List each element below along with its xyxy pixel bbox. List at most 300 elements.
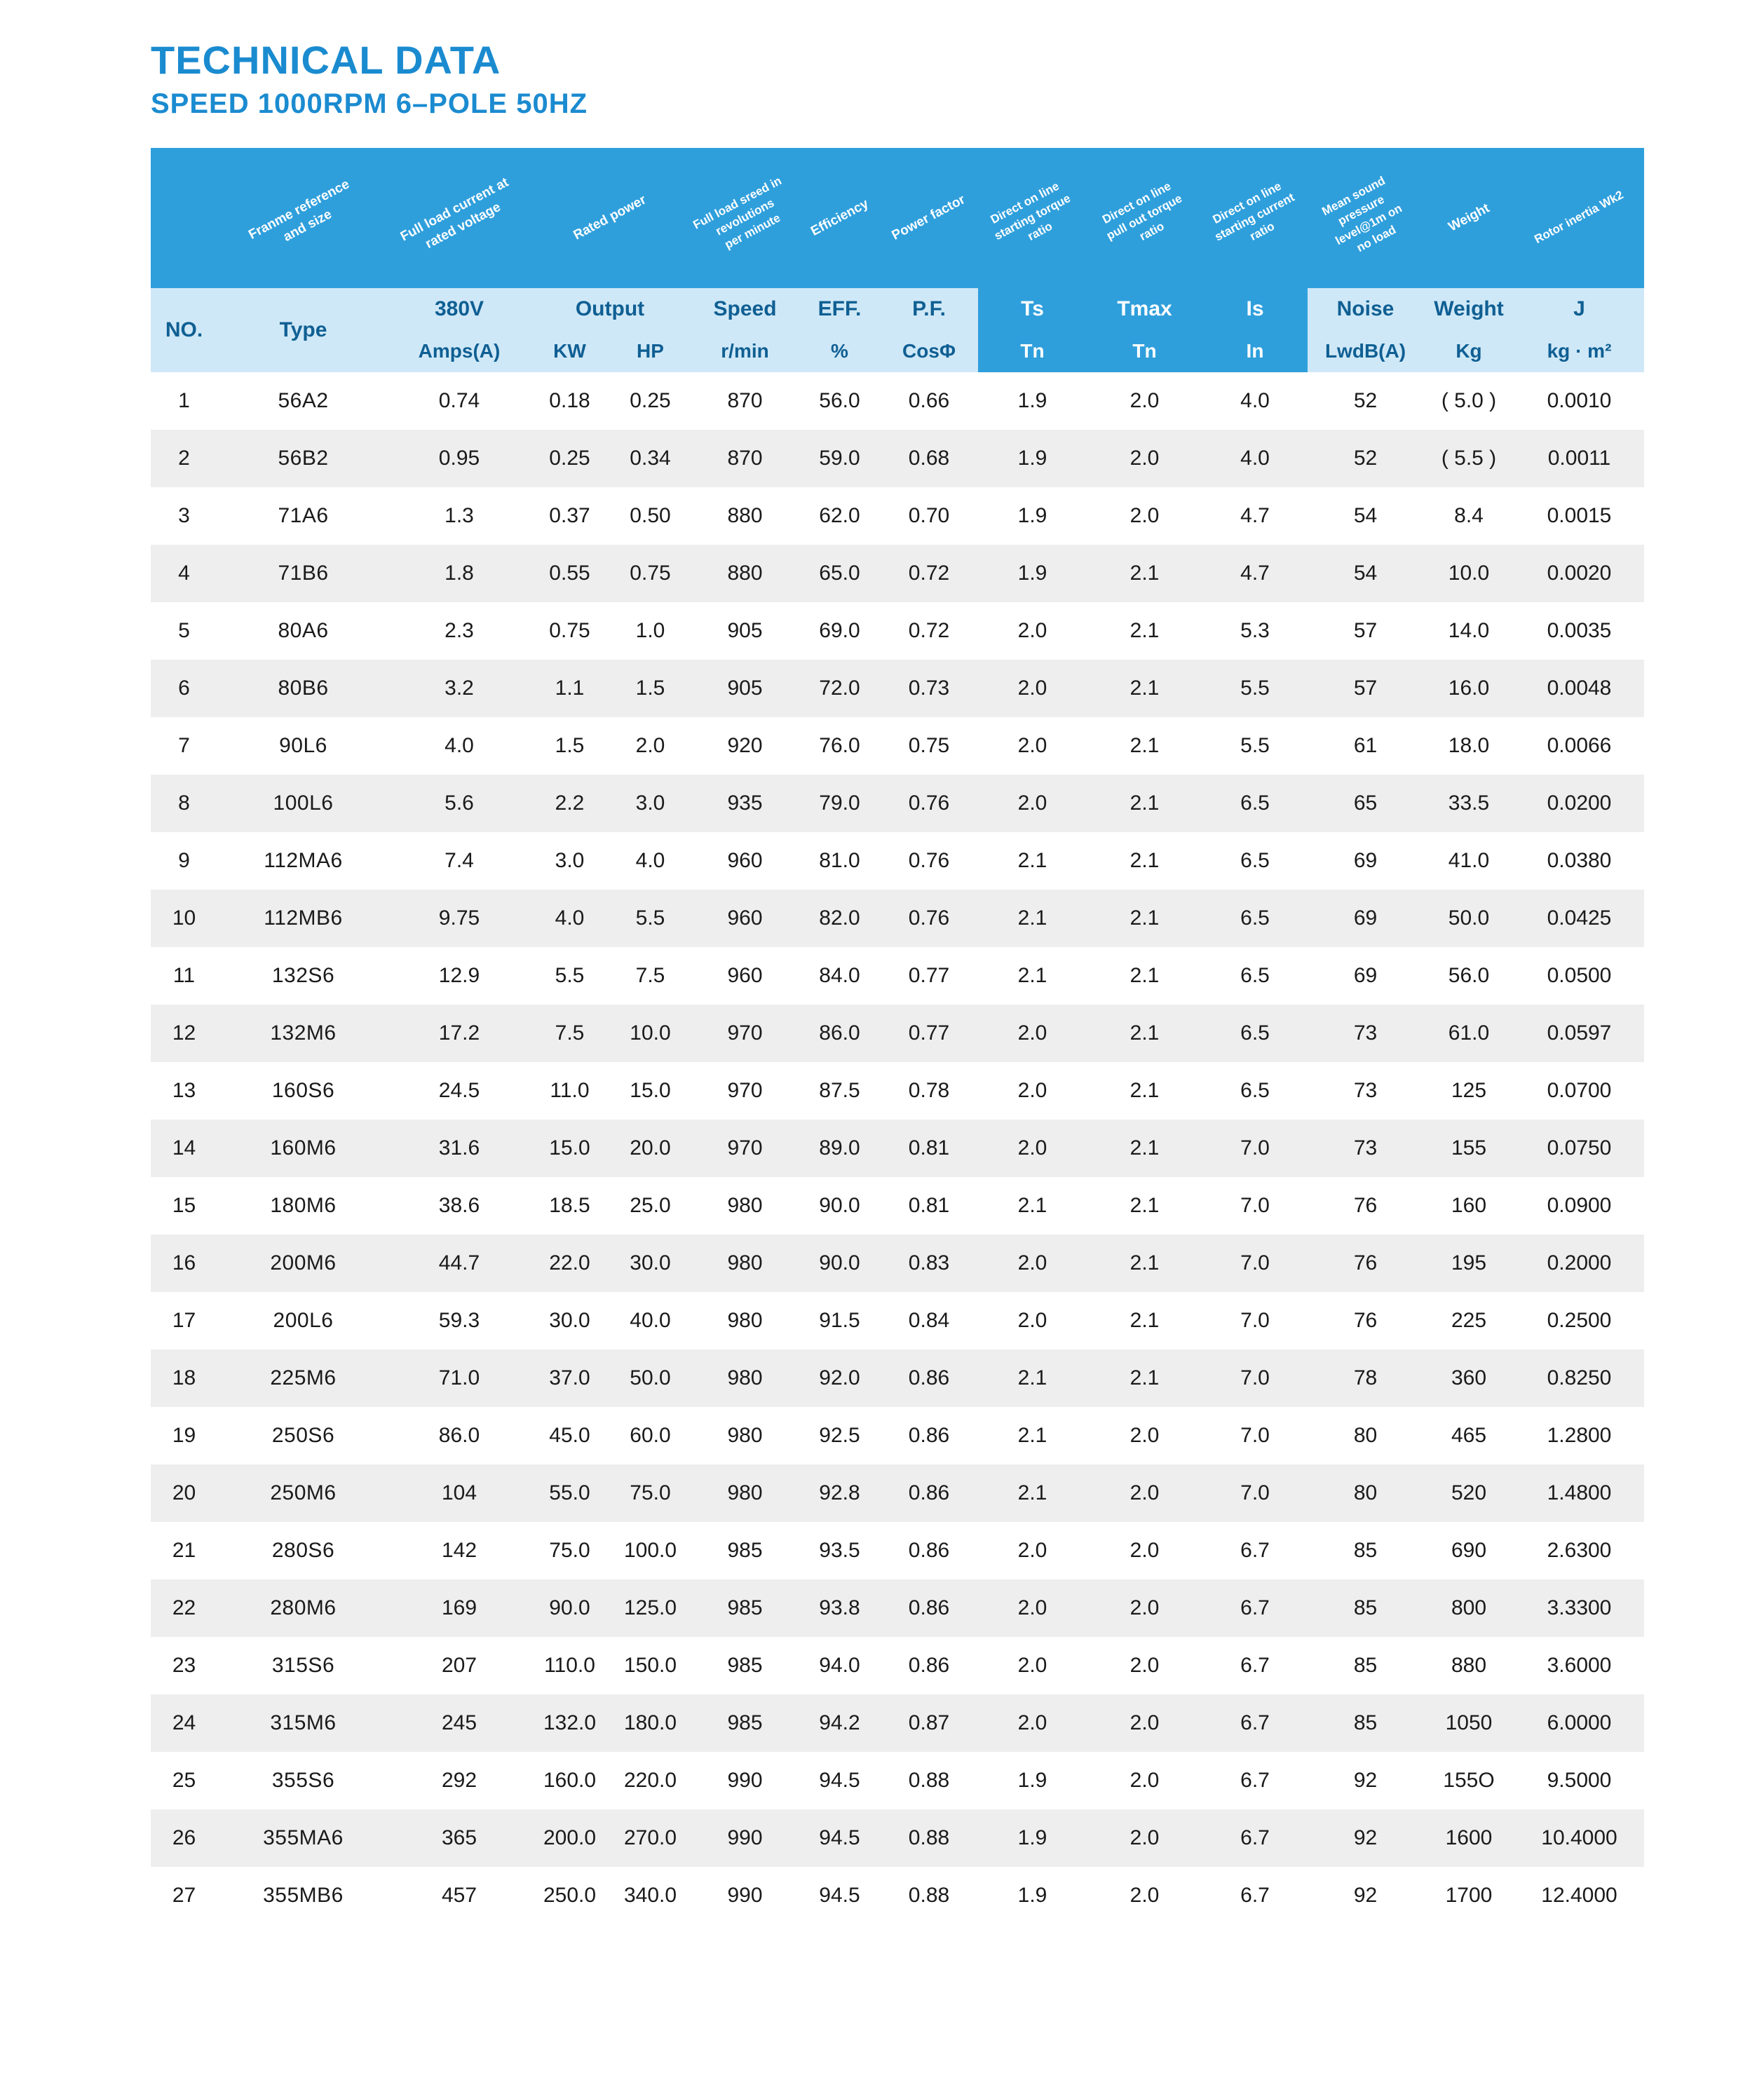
cell-tmax: 2.0 bbox=[1087, 372, 1202, 430]
cell-kw: 1.5 bbox=[529, 717, 610, 775]
cell-is: 6.7 bbox=[1202, 1579, 1308, 1637]
cell-no: 15 bbox=[151, 1177, 217, 1235]
table-row bbox=[151, 1522, 1644, 1579]
column-unit-in: In bbox=[1202, 330, 1308, 372]
cell-j: 0.0066 bbox=[1514, 717, 1644, 775]
cell-ts: 1.9 bbox=[978, 430, 1087, 487]
cell-pf: 0.66 bbox=[880, 372, 978, 430]
cell-hp: 7.5 bbox=[610, 947, 691, 1005]
cell-type: 250M6 bbox=[217, 1464, 389, 1522]
cell-type: 280M6 bbox=[217, 1579, 389, 1637]
cell-is: 4.7 bbox=[1202, 545, 1308, 602]
column-header-speed: Speed bbox=[691, 288, 799, 330]
cell-amps: 457 bbox=[389, 1867, 529, 1924]
cell-no: 2 bbox=[151, 430, 217, 487]
cell-speed: 920 bbox=[691, 717, 799, 775]
header-desc-pull-out-torque-text: Direct on line pull out torque ratio bbox=[1100, 179, 1185, 244]
cell-pf: 0.76 bbox=[880, 832, 978, 890]
cell-eff: 65.0 bbox=[799, 545, 880, 602]
cell-tmax: 2.0 bbox=[1087, 1637, 1202, 1694]
cell-hp: 150.0 bbox=[610, 1637, 691, 1694]
cell-pf: 0.72 bbox=[880, 545, 978, 602]
table-row bbox=[151, 832, 1644, 890]
header-row-primary bbox=[151, 288, 1644, 330]
column-unit-hp: HP bbox=[610, 330, 691, 372]
cell-ts: 1.9 bbox=[978, 1752, 1087, 1809]
cell-is: 7.0 bbox=[1202, 1350, 1308, 1407]
cell-j: 0.0425 bbox=[1514, 890, 1644, 947]
table-row bbox=[151, 1120, 1644, 1177]
header-desc-full-load-current-text: Full load current at rated voltage bbox=[398, 175, 512, 252]
cell-tmax: 2.1 bbox=[1087, 1350, 1202, 1407]
cell-ts: 2.1 bbox=[978, 947, 1087, 1005]
cell-amps: 71.0 bbox=[389, 1350, 529, 1407]
table-body bbox=[151, 372, 1644, 1924]
table-row bbox=[151, 1177, 1644, 1235]
cell-eff: 81.0 bbox=[799, 832, 880, 890]
cell-no: 18 bbox=[151, 1350, 217, 1407]
cell-amps: 292 bbox=[389, 1752, 529, 1809]
column-header-voltage: 380V bbox=[389, 288, 529, 330]
header-desc-weight bbox=[1423, 148, 1514, 288]
column-unit-kw: KW bbox=[529, 330, 610, 372]
cell-j: 3.3300 bbox=[1514, 1579, 1644, 1637]
cell-no: 13 bbox=[151, 1062, 217, 1120]
cell-noise: 80 bbox=[1308, 1464, 1423, 1522]
cell-type: 112MB6 bbox=[217, 890, 389, 947]
cell-pf: 0.76 bbox=[880, 890, 978, 947]
cell-noise: 80 bbox=[1308, 1407, 1423, 1464]
cell-type: 132S6 bbox=[217, 947, 389, 1005]
cell-amps: 12.9 bbox=[389, 947, 529, 1005]
cell-j: 0.0380 bbox=[1514, 832, 1644, 890]
cell-eff: 82.0 bbox=[799, 890, 880, 947]
cell-hp: 270.0 bbox=[610, 1809, 691, 1867]
cell-speed: 880 bbox=[691, 545, 799, 602]
cell-weight: 125 bbox=[1423, 1062, 1514, 1120]
cell-tmax: 2.0 bbox=[1087, 1464, 1202, 1522]
cell-kw: 22.0 bbox=[529, 1235, 610, 1292]
cell-j: 0.8250 bbox=[1514, 1350, 1644, 1407]
cell-pf: 0.87 bbox=[880, 1694, 978, 1752]
cell-is: 6.5 bbox=[1202, 1005, 1308, 1062]
cell-hp: 60.0 bbox=[610, 1407, 691, 1464]
column-header-tmax: Tmax bbox=[1087, 288, 1202, 330]
cell-kw: 4.0 bbox=[529, 890, 610, 947]
cell-pf: 0.86 bbox=[880, 1579, 978, 1637]
cell-weight: 195 bbox=[1423, 1235, 1514, 1292]
cell-speed: 935 bbox=[691, 775, 799, 832]
cell-ts: 2.0 bbox=[978, 1637, 1087, 1694]
cell-eff: 94.5 bbox=[799, 1809, 880, 1867]
cell-tmax: 2.1 bbox=[1087, 1062, 1202, 1120]
cell-kw: 1.1 bbox=[529, 660, 610, 717]
cell-amps: 142 bbox=[389, 1522, 529, 1579]
cell-weight: 690 bbox=[1423, 1522, 1514, 1579]
cell-speed: 980 bbox=[691, 1292, 799, 1350]
cell-pf: 0.77 bbox=[880, 1005, 978, 1062]
cell-type: 200L6 bbox=[217, 1292, 389, 1350]
cell-weight: 1050 bbox=[1423, 1694, 1514, 1752]
cell-eff: 89.0 bbox=[799, 1120, 880, 1177]
cell-noise: 69 bbox=[1308, 947, 1423, 1005]
cell-ts: 2.0 bbox=[978, 1005, 1087, 1062]
cell-is: 6.5 bbox=[1202, 890, 1308, 947]
table-row bbox=[151, 1694, 1644, 1752]
cell-kw: 250.0 bbox=[529, 1867, 610, 1924]
page-subtitle: SPEED 1000RPM 6–POLE 50HZ bbox=[151, 88, 588, 119]
cell-ts: 2.1 bbox=[978, 832, 1087, 890]
cell-no: 8 bbox=[151, 775, 217, 832]
cell-type: 80B6 bbox=[217, 660, 389, 717]
cell-hp: 50.0 bbox=[610, 1350, 691, 1407]
cell-type: 315M6 bbox=[217, 1694, 389, 1752]
cell-j: 0.0011 bbox=[1514, 430, 1644, 487]
cell-j: 0.0500 bbox=[1514, 947, 1644, 1005]
cell-no: 23 bbox=[151, 1637, 217, 1694]
cell-j: 0.0700 bbox=[1514, 1062, 1644, 1120]
cell-no: 21 bbox=[151, 1522, 217, 1579]
cell-tmax: 2.1 bbox=[1087, 1235, 1202, 1292]
cell-speed: 980 bbox=[691, 1350, 799, 1407]
column-unit-kgm2: kg · m² bbox=[1514, 330, 1644, 372]
cell-noise: 85 bbox=[1308, 1579, 1423, 1637]
cell-noise: 85 bbox=[1308, 1694, 1423, 1752]
cell-noise: 65 bbox=[1308, 775, 1423, 832]
cell-kw: 7.5 bbox=[529, 1005, 610, 1062]
cell-is: 6.7 bbox=[1202, 1752, 1308, 1809]
cell-eff: 59.0 bbox=[799, 430, 880, 487]
cell-ts: 2.0 bbox=[978, 1120, 1087, 1177]
cell-hp: 0.34 bbox=[610, 430, 691, 487]
cell-tmax: 2.1 bbox=[1087, 947, 1202, 1005]
cell-kw: 15.0 bbox=[529, 1120, 610, 1177]
cell-speed: 980 bbox=[691, 1177, 799, 1235]
cell-no: 26 bbox=[151, 1809, 217, 1867]
cell-weight: 50.0 bbox=[1423, 890, 1514, 947]
cell-type: 280S6 bbox=[217, 1522, 389, 1579]
cell-type: 200M6 bbox=[217, 1235, 389, 1292]
cell-hp: 75.0 bbox=[610, 1464, 691, 1522]
cell-amps: 245 bbox=[389, 1694, 529, 1752]
cell-amps: 44.7 bbox=[389, 1235, 529, 1292]
cell-hp: 1.5 bbox=[610, 660, 691, 717]
cell-tmax: 2.1 bbox=[1087, 832, 1202, 890]
cell-type: 160S6 bbox=[217, 1062, 389, 1120]
table-row bbox=[151, 1292, 1644, 1350]
table-row bbox=[151, 1005, 1644, 1062]
cell-pf: 0.86 bbox=[880, 1464, 978, 1522]
cell-type: 160M6 bbox=[217, 1120, 389, 1177]
cell-noise: 69 bbox=[1308, 832, 1423, 890]
cell-pf: 0.86 bbox=[880, 1637, 978, 1694]
cell-weight: 41.0 bbox=[1423, 832, 1514, 890]
cell-j: 0.0010 bbox=[1514, 372, 1644, 430]
cell-hp: 20.0 bbox=[610, 1120, 691, 1177]
column-header-weight: Weight bbox=[1423, 288, 1514, 330]
cell-amps: 4.0 bbox=[389, 717, 529, 775]
cell-amps: 17.2 bbox=[389, 1005, 529, 1062]
cell-eff: 62.0 bbox=[799, 487, 880, 545]
cell-eff: 87.5 bbox=[799, 1062, 880, 1120]
cell-j: 0.0020 bbox=[1514, 545, 1644, 602]
header-desc-starting-current-text: Direct on line starting current ratio bbox=[1210, 179, 1297, 244]
table-row bbox=[151, 1464, 1644, 1522]
cell-j: 0.0015 bbox=[1514, 487, 1644, 545]
cell-kw: 0.18 bbox=[529, 372, 610, 430]
cell-tmax: 2.1 bbox=[1087, 775, 1202, 832]
cell-eff: 92.8 bbox=[799, 1464, 880, 1522]
cell-pf: 0.81 bbox=[880, 1177, 978, 1235]
cell-j: 0.0900 bbox=[1514, 1177, 1644, 1235]
cell-j: 0.0750 bbox=[1514, 1120, 1644, 1177]
column-unit-lwdb: LwdB(A) bbox=[1308, 330, 1423, 372]
cell-kw: 3.0 bbox=[529, 832, 610, 890]
cell-no: 1 bbox=[151, 372, 217, 430]
cell-noise: 76 bbox=[1308, 1177, 1423, 1235]
cell-hp: 3.0 bbox=[610, 775, 691, 832]
cell-amps: 86.0 bbox=[389, 1407, 529, 1464]
cell-amps: 1.8 bbox=[389, 545, 529, 602]
cell-type: 56B2 bbox=[217, 430, 389, 487]
cell-noise: 61 bbox=[1308, 717, 1423, 775]
cell-is: 5.5 bbox=[1202, 717, 1308, 775]
cell-is: 7.0 bbox=[1202, 1235, 1308, 1292]
header-desc-starting-torque-text: Direct on line starting torque ratio bbox=[988, 179, 1073, 244]
column-header-type: Type bbox=[217, 288, 389, 372]
cell-noise: 73 bbox=[1308, 1005, 1423, 1062]
cell-tmax: 2.1 bbox=[1087, 1005, 1202, 1062]
cell-tmax: 2.1 bbox=[1087, 717, 1202, 775]
cell-hp: 10.0 bbox=[610, 1005, 691, 1062]
cell-weight: 16.0 bbox=[1423, 660, 1514, 717]
cell-pf: 0.84 bbox=[880, 1292, 978, 1350]
column-unit-amps: Amps(A) bbox=[389, 330, 529, 372]
cell-weight: 56.0 bbox=[1423, 947, 1514, 1005]
cell-no: 22 bbox=[151, 1579, 217, 1637]
column-unit-kg: Kg bbox=[1423, 330, 1514, 372]
cell-pf: 0.73 bbox=[880, 660, 978, 717]
cell-pf: 0.81 bbox=[880, 1120, 978, 1177]
cell-ts: 2.1 bbox=[978, 1177, 1087, 1235]
page-title: TECHNICAL DATA bbox=[151, 38, 501, 82]
table-row bbox=[151, 372, 1644, 430]
cell-speed: 980 bbox=[691, 1235, 799, 1292]
cell-weight: 61.0 bbox=[1423, 1005, 1514, 1062]
cell-no: 17 bbox=[151, 1292, 217, 1350]
cell-ts: 2.1 bbox=[978, 1407, 1087, 1464]
cell-type: 355S6 bbox=[217, 1752, 389, 1809]
cell-j: 9.5000 bbox=[1514, 1752, 1644, 1809]
cell-eff: 69.0 bbox=[799, 602, 880, 660]
cell-amps: 365 bbox=[389, 1809, 529, 1867]
cell-tmax: 2.1 bbox=[1087, 660, 1202, 717]
cell-kw: 45.0 bbox=[529, 1407, 610, 1464]
cell-noise: 85 bbox=[1308, 1637, 1423, 1694]
cell-eff: 84.0 bbox=[799, 947, 880, 1005]
cell-speed: 960 bbox=[691, 947, 799, 1005]
cell-weight: 1700 bbox=[1423, 1867, 1514, 1924]
cell-no: 25 bbox=[151, 1752, 217, 1809]
cell-j: 0.0048 bbox=[1514, 660, 1644, 717]
technical-data-table bbox=[151, 148, 1644, 1924]
cell-amps: 38.6 bbox=[389, 1177, 529, 1235]
cell-type: 56A2 bbox=[217, 372, 389, 430]
cell-speed: 990 bbox=[691, 1752, 799, 1809]
cell-amps: 9.75 bbox=[389, 890, 529, 947]
cell-kw: 55.0 bbox=[529, 1464, 610, 1522]
column-header-ts: Ts bbox=[978, 288, 1087, 330]
cell-pf: 0.86 bbox=[880, 1350, 978, 1407]
header-desc-power-factor-text: Power factor bbox=[890, 192, 968, 243]
cell-kw: 132.0 bbox=[529, 1694, 610, 1752]
cell-no: 5 bbox=[151, 602, 217, 660]
cell-is: 7.0 bbox=[1202, 1464, 1308, 1522]
cell-noise: 57 bbox=[1308, 602, 1423, 660]
cell-is: 6.7 bbox=[1202, 1809, 1308, 1867]
cell-type: 71B6 bbox=[217, 545, 389, 602]
cell-tmax: 2.0 bbox=[1087, 487, 1202, 545]
header-desc-rated-power bbox=[529, 148, 691, 288]
cell-ts: 2.1 bbox=[978, 890, 1087, 947]
cell-kw: 90.0 bbox=[529, 1579, 610, 1637]
column-header-no: NO. bbox=[151, 288, 217, 372]
cell-noise: 85 bbox=[1308, 1522, 1423, 1579]
cell-weight: 155O bbox=[1423, 1752, 1514, 1809]
cell-hp: 15.0 bbox=[610, 1062, 691, 1120]
table-row bbox=[151, 717, 1644, 775]
cell-pf: 0.76 bbox=[880, 775, 978, 832]
table-row bbox=[151, 1062, 1644, 1120]
cell-speed: 990 bbox=[691, 1809, 799, 1867]
cell-ts: 2.1 bbox=[978, 1350, 1087, 1407]
cell-j: 0.0597 bbox=[1514, 1005, 1644, 1062]
header-desc-power-factor bbox=[880, 148, 978, 288]
cell-j: 1.4800 bbox=[1514, 1464, 1644, 1522]
cell-hp: 0.50 bbox=[610, 487, 691, 545]
cell-ts: 2.0 bbox=[978, 602, 1087, 660]
cell-no: 10 bbox=[151, 890, 217, 947]
cell-type: 355MB6 bbox=[217, 1867, 389, 1924]
cell-no: 24 bbox=[151, 1694, 217, 1752]
cell-no: 3 bbox=[151, 487, 217, 545]
table-row bbox=[151, 947, 1644, 1005]
cell-noise: 54 bbox=[1308, 487, 1423, 545]
cell-weight: 14.0 bbox=[1423, 602, 1514, 660]
cell-j: 1.2800 bbox=[1514, 1407, 1644, 1464]
cell-tmax: 2.1 bbox=[1087, 1177, 1202, 1235]
cell-no: 16 bbox=[151, 1235, 217, 1292]
cell-no: 4 bbox=[151, 545, 217, 602]
cell-j: 0.0035 bbox=[1514, 602, 1644, 660]
column-unit-tn-ts: Tn bbox=[978, 330, 1087, 372]
cell-ts: 2.0 bbox=[978, 717, 1087, 775]
cell-eff: 91.5 bbox=[799, 1292, 880, 1350]
cell-weight: 155 bbox=[1423, 1120, 1514, 1177]
cell-eff: 93.5 bbox=[799, 1522, 880, 1579]
cell-j: 6.0000 bbox=[1514, 1694, 1644, 1752]
cell-weight: 520 bbox=[1423, 1464, 1514, 1522]
cell-amps: 2.3 bbox=[389, 602, 529, 660]
cell-amps: 0.95 bbox=[389, 430, 529, 487]
cell-ts: 2.0 bbox=[978, 1292, 1087, 1350]
header-description-row bbox=[151, 148, 1644, 288]
cell-kw: 200.0 bbox=[529, 1809, 610, 1867]
cell-noise: 69 bbox=[1308, 890, 1423, 947]
cell-ts: 2.0 bbox=[978, 1522, 1087, 1579]
cell-type: 355MA6 bbox=[217, 1809, 389, 1867]
header-desc-starting-torque bbox=[978, 148, 1087, 288]
cell-is: 6.7 bbox=[1202, 1637, 1308, 1694]
column-header-is: Is bbox=[1202, 288, 1308, 330]
cell-amps: 5.6 bbox=[389, 775, 529, 832]
cell-noise: 92 bbox=[1308, 1752, 1423, 1809]
cell-amps: 169 bbox=[389, 1579, 529, 1637]
cell-type: 71A6 bbox=[217, 487, 389, 545]
cell-tmax: 2.1 bbox=[1087, 602, 1202, 660]
cell-no: 27 bbox=[151, 1867, 217, 1924]
cell-is: 6.5 bbox=[1202, 1062, 1308, 1120]
cell-no: 20 bbox=[151, 1464, 217, 1522]
cell-pf: 0.70 bbox=[880, 487, 978, 545]
cell-amps: 24.5 bbox=[389, 1062, 529, 1120]
cell-weight: 880 bbox=[1423, 1637, 1514, 1694]
table-row bbox=[151, 890, 1644, 947]
cell-j: 0.2000 bbox=[1514, 1235, 1644, 1292]
table-row bbox=[151, 660, 1644, 717]
header-desc-full-load-current bbox=[389, 148, 529, 288]
header-desc-starting-current bbox=[1202, 148, 1308, 288]
cell-speed: 880 bbox=[691, 487, 799, 545]
cell-speed: 985 bbox=[691, 1694, 799, 1752]
cell-is: 7.0 bbox=[1202, 1177, 1308, 1235]
cell-pf: 0.68 bbox=[880, 430, 978, 487]
cell-tmax: 2.0 bbox=[1087, 430, 1202, 487]
table-row bbox=[151, 1350, 1644, 1407]
cell-ts: 2.1 bbox=[978, 1464, 1087, 1522]
cell-hp: 220.0 bbox=[610, 1752, 691, 1809]
cell-weight: 8.4 bbox=[1423, 487, 1514, 545]
cell-eff: 90.0 bbox=[799, 1235, 880, 1292]
column-header-pf: P.F. bbox=[880, 288, 978, 330]
cell-hp: 1.0 bbox=[610, 602, 691, 660]
cell-noise: 76 bbox=[1308, 1235, 1423, 1292]
page-title-block bbox=[151, 39, 1645, 120]
cell-eff: 92.5 bbox=[799, 1407, 880, 1464]
cell-eff: 94.0 bbox=[799, 1637, 880, 1694]
cell-eff: 93.8 bbox=[799, 1579, 880, 1637]
cell-noise: 57 bbox=[1308, 660, 1423, 717]
cell-type: 180M6 bbox=[217, 1177, 389, 1235]
cell-noise: 76 bbox=[1308, 1292, 1423, 1350]
header-desc-weight-text: Weight bbox=[1446, 200, 1492, 235]
cell-pf: 0.88 bbox=[880, 1867, 978, 1924]
cell-ts: 1.9 bbox=[978, 487, 1087, 545]
cell-weight: 1600 bbox=[1423, 1809, 1514, 1867]
cell-no: 19 bbox=[151, 1407, 217, 1464]
cell-pf: 0.86 bbox=[880, 1407, 978, 1464]
cell-eff: 76.0 bbox=[799, 717, 880, 775]
cell-kw: 5.5 bbox=[529, 947, 610, 1005]
cell-j: 2.6300 bbox=[1514, 1522, 1644, 1579]
table-row bbox=[151, 1809, 1644, 1867]
cell-hp: 40.0 bbox=[610, 1292, 691, 1350]
cell-speed: 970 bbox=[691, 1005, 799, 1062]
cell-hp: 0.75 bbox=[610, 545, 691, 602]
cell-j: 0.0200 bbox=[1514, 775, 1644, 832]
cell-tmax: 2.0 bbox=[1087, 1522, 1202, 1579]
cell-no: 9 bbox=[151, 832, 217, 890]
